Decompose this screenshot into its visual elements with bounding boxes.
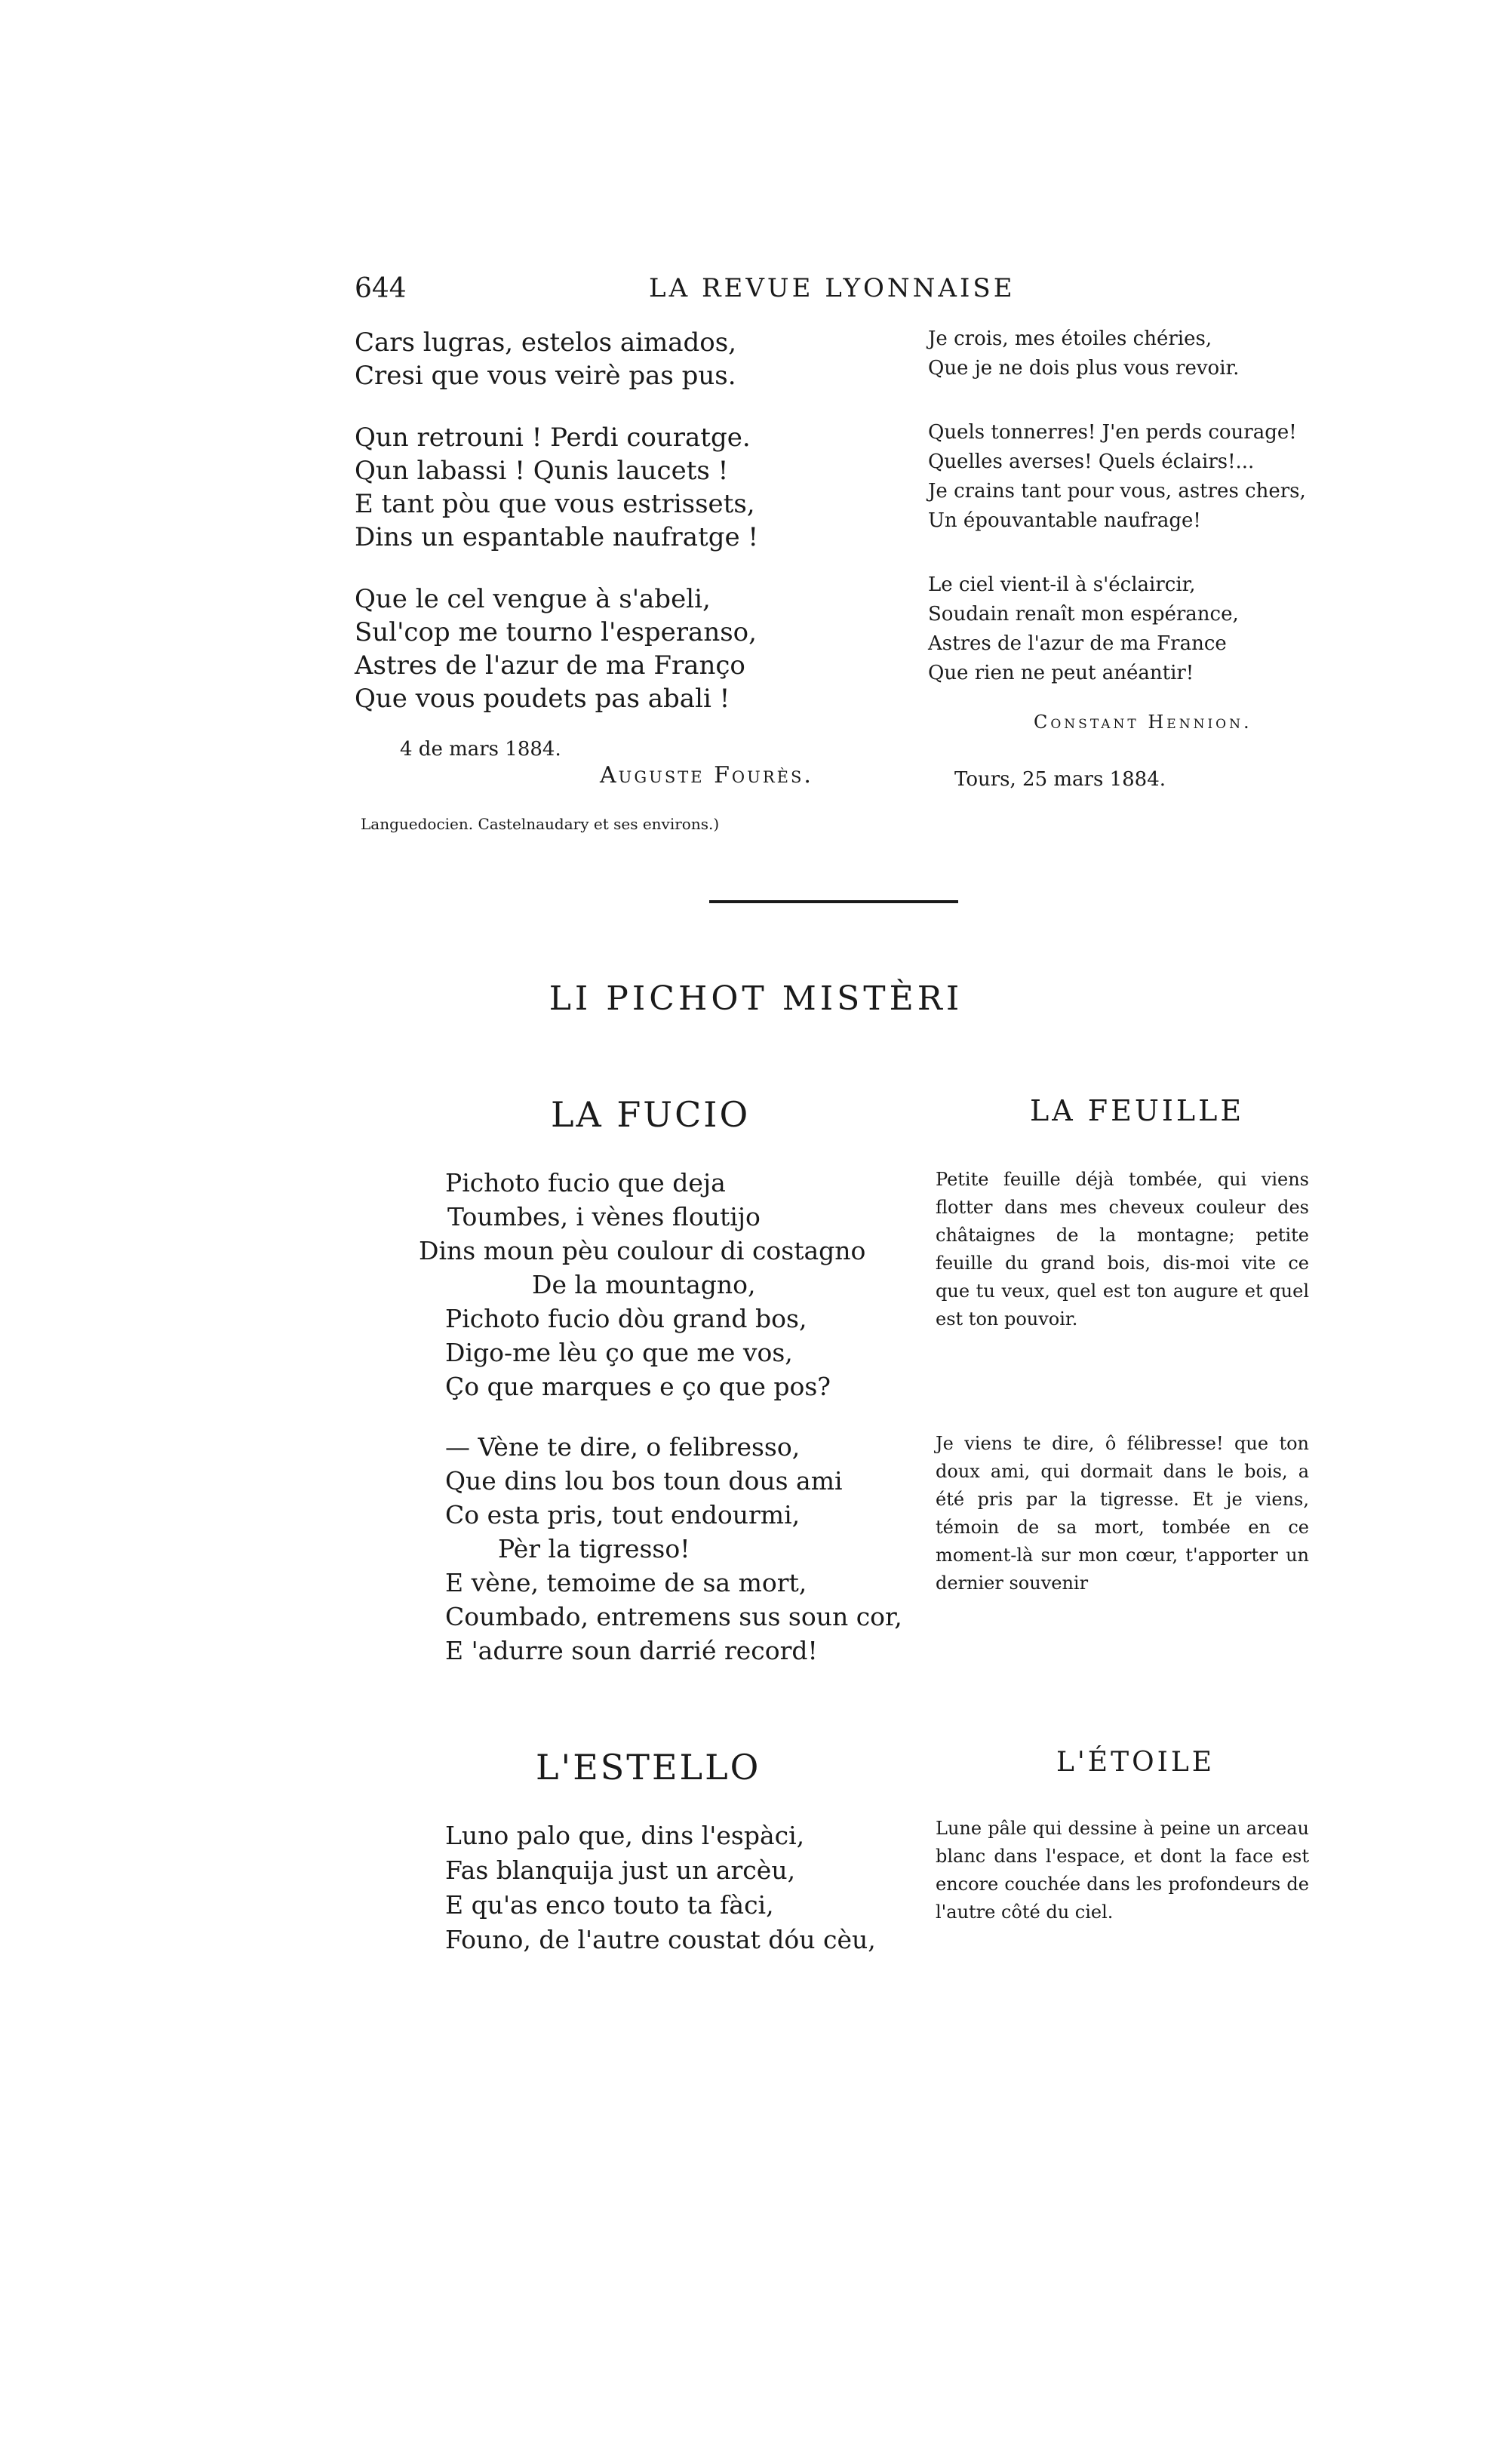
verse-line: Que dins lou bos toun dous ami <box>445 1466 843 1496</box>
verse-line: E qu'as enco touto ta fàci, <box>445 1890 774 1920</box>
french-stanza-2 <box>928 418 1306 536</box>
verse-line: Le ciel vient-il à s'éclaircir, <box>928 573 1196 596</box>
l-estello-heading: L'ESTELLO <box>536 1747 761 1788</box>
verse-line: Digo-me lèu ço que me vos, <box>445 1338 793 1367</box>
verse-line: Dins un espantable naufratge ! <box>355 522 759 552</box>
verse-line: — Vène te dire, o felibresso, <box>445 1432 801 1462</box>
verse-line: Un épouvantable naufrage! <box>928 509 1201 532</box>
verse-line: Ço que marques e ço que pos? <box>445 1372 831 1401</box>
occitan-stanza-3 <box>355 583 758 715</box>
verse-line: Sul'cop me tourno l'esperanso, <box>355 617 757 647</box>
running-head: LA REVUE LYONNAISE <box>649 273 1016 303</box>
verse-line: Cars lugras, estelos aimados, <box>355 327 737 358</box>
page-number: 644 <box>355 273 407 304</box>
verse-line: Que vous poudets pas abali ! <box>355 684 730 714</box>
la-feuille-paragraph-1: Petite feuille déjà tombée, qui viens flotter dans mes cheveux couleur des châtaignes de la montagne; petite feuille du grand bois, dis-moi vite ce que tu veux, quel est ton augure et quel est ton pouvoir. <box>936 1169 1309 1330</box>
verse-line: Pichoto fucio que deja <box>445 1168 726 1197</box>
french-stanza-1 <box>928 324 1306 383</box>
verse-line: Fas blanquija just un arcèu, <box>445 1855 796 1885</box>
occitan-poem <box>355 326 758 744</box>
occitan-poem-date: 4 de mars 1884. <box>400 738 561 761</box>
section-divider <box>709 900 958 903</box>
verse-line: Je crois, mes étoiles chéries, <box>928 327 1212 350</box>
verse-line: Que rien ne peut anéantir! <box>928 662 1194 684</box>
verse-line: Astres de l'azur de ma France <box>928 632 1227 655</box>
verse-line: Dins moun pèu coulour di costagno <box>419 1236 866 1265</box>
verse-line: Que je ne dois plus vous revoir. <box>928 357 1240 380</box>
section-title: LI PICHOT MISTÈRI <box>549 979 963 1018</box>
verse-line: E tant pòu que vous estrissets, <box>355 489 755 519</box>
verse-line: Coumbado, entremens sus soun cor, <box>445 1602 902 1631</box>
verse-line: Founo, de l'autre coustat dóu cèu, <box>445 1925 876 1954</box>
verse-line: Cresi que vous veirè pas pus. <box>355 361 736 391</box>
french-poem-date: Tours, 25 mars 1884. <box>954 768 1166 791</box>
la-feuille-heading: LA FEUILLE <box>1030 1094 1245 1127</box>
verse-line: Quels tonnerres! J'en perds courage! <box>928 421 1297 444</box>
verse-line: E vène, temoime de sa mort, <box>445 1568 807 1597</box>
verse-line: Toumbes, i vènes floutijo <box>447 1202 761 1231</box>
verse-line: Co esta pris, tout endourmi, <box>445 1500 801 1529</box>
french-poem <box>928 324 1306 723</box>
occitan-stanza-2 <box>355 421 758 554</box>
verse-line: Soudain renaît mon espérance, <box>928 603 1239 626</box>
la-feuille-paragraph-2: Je viens te dire, ô félibresse! que ton doux ami, qui dormait dans le bois, a été pris par la tigresse. Et je viens, témoin de sa mort, tombée en ce moment-là sur mon cœur, t'apporter un dernier souvenir <box>936 1433 1309 1594</box>
la-fucio-stanza-1 <box>419 1166 865 1403</box>
verse-line: Qun labassi ! Qunis laucets ! <box>355 456 729 486</box>
verse-line: Astres de l'azur de ma Franço <box>355 650 745 681</box>
french-poem-author: Constant Hennion. <box>1034 712 1252 733</box>
l-estello-poem <box>445 1818 876 1957</box>
dialect-note: Languedocien. Castelnaudary et ses environs.) <box>361 815 720 833</box>
verse-line: Pèr la tigresso! <box>498 1534 690 1563</box>
occitan-stanza-1 <box>355 326 758 392</box>
verse-line: De la mountagno, <box>532 1270 756 1299</box>
verse-line: Je crains tant pour vous, astres chers, <box>928 480 1306 503</box>
verse-line: E 'adurre soun darrié record! <box>445 1636 818 1665</box>
l-etoile-paragraph: Lune pâle qui dessine à peine un arceau blanc dans l'espace, et dont la face est encore couchée dans les profondeurs de l'autre côté du ciel. <box>936 1818 1309 1923</box>
l-etoile-heading: L'ÉTOILE <box>1056 1747 1215 1778</box>
verse-line: Luno palo que, dins l'espàci, <box>445 1821 805 1850</box>
verse-line: Pichoto fucio dòu grand bos, <box>445 1304 807 1333</box>
verse-line: Qun retrouni ! Perdi couratge. <box>355 423 751 453</box>
verse-line: Que le cel vengue à s'abeli, <box>355 584 711 614</box>
french-stanza-3 <box>928 570 1306 688</box>
occitan-poem-author: Auguste Fourès. <box>600 762 813 789</box>
la-fucio-heading: LA FUCIO <box>551 1094 751 1135</box>
verse-line: Quelles averses! Quels éclairs!... <box>928 450 1255 473</box>
la-fucio-stanza-2 <box>445 1430 902 1668</box>
